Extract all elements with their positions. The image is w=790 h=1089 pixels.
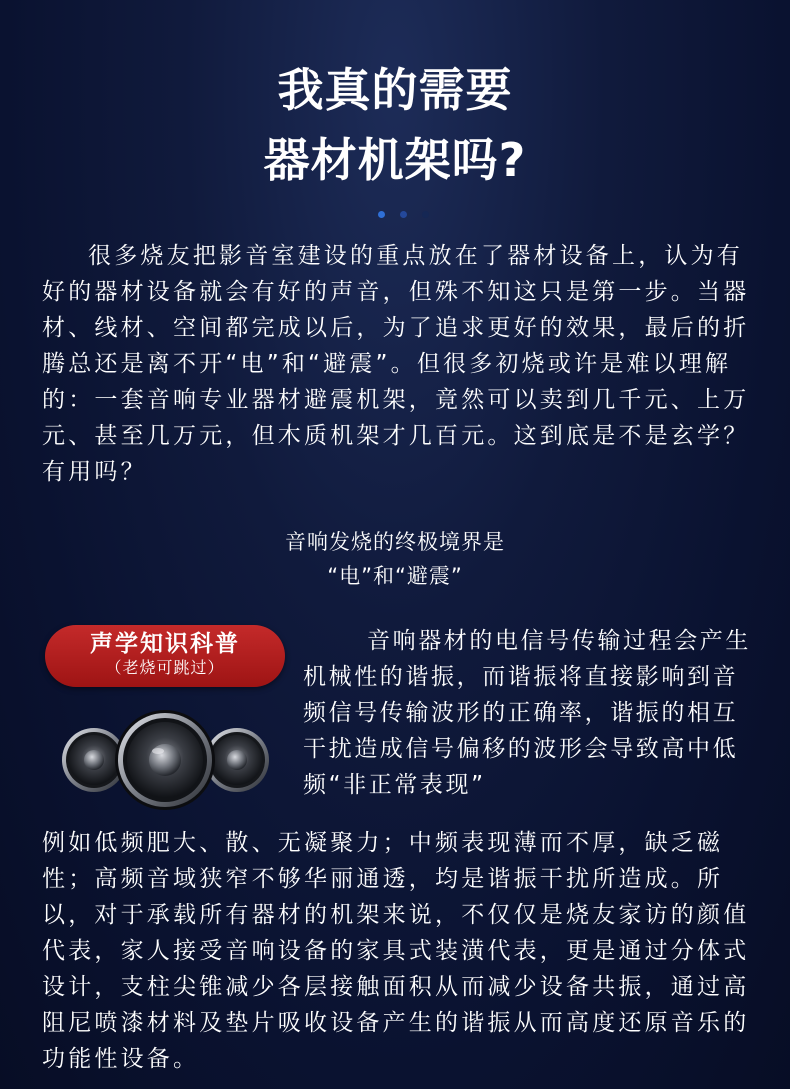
speakers-icon bbox=[58, 705, 273, 815]
intro-paragraph: 很多烧友把影音室建设的重点放在了器材设备上，认为有好的器材设备就会有好的声音，但殊不知这只是第一步。当器材、线材、空间都完成以后，为了追求更好的效果，最后的折腾总还是离不开“电”和“避震”。但很多初烧或许是难以理解的：一套音响专业器材避震机架，竟然可以卖到几千元、上万元、甚至几万元，但木质机架才几百元。这到底是不是玄学？有用吗？ bbox=[42, 243, 750, 485]
dot-3 bbox=[422, 211, 429, 218]
dot-1 bbox=[378, 211, 385, 218]
science-paragraph: 音响器材的电信号传输过程会产生机械性的谐振，而谐振将直接影响到音频信号传输波形的正确率，谐振的相互干扰造成信号偏移的波形会导致高中低频“非正常表现” bbox=[303, 628, 751, 798]
subheading-line-1: 音响发烧的终极境界是 bbox=[285, 530, 505, 554]
acoustics-badge bbox=[45, 625, 285, 687]
closing-paragraph: 例如低频肥大、散、无凝聚力；中频表现薄而不厚，缺乏磁性；高频音域狭窄不够华丽通透，均是谐振干扰所造成。所以，对于承载所有器材的机架来说，不仅仅是烧友家访的颜值代表，家人接受音响设备的家具式装潢代表，更是通过分体式设计，支柱尖锥减少各层接触面积从而减少设备共振，通过高阻尼喷漆材料及垫片吸收设备产生的谐振从而高度还原音乐的功能性设备。 bbox=[42, 830, 750, 1072]
subheading bbox=[0, 525, 790, 593]
title-line-2: 器材机架吗? bbox=[263, 133, 527, 187]
badge-title: 声学知识科普 bbox=[90, 631, 240, 657]
center-speaker bbox=[115, 710, 215, 810]
title-line-1: 我真的需要 bbox=[277, 63, 513, 117]
subheading-line-2: “电”和“避震” bbox=[327, 564, 463, 588]
badge-subtitle: （老烧可跳过） bbox=[105, 658, 225, 677]
dot-2 bbox=[400, 211, 407, 218]
page-title bbox=[0, 55, 790, 195]
pagination-dots bbox=[378, 211, 438, 219]
